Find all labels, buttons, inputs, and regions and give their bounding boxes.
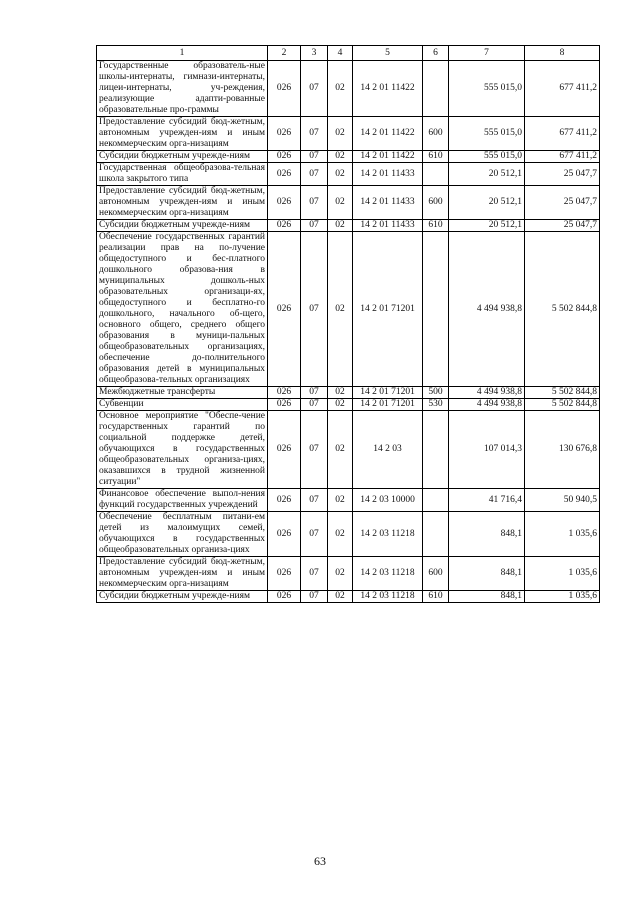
table-cell: 50 940,5: [525, 489, 600, 512]
table-row: [97, 186, 600, 220]
table-row: [97, 399, 600, 411]
table-cell: 07: [301, 151, 328, 163]
table-cell: 07: [301, 489, 328, 512]
table-header-row: [97, 46, 600, 61]
table-row: [97, 163, 600, 186]
table-cell: 02: [328, 387, 353, 399]
table-cell: 07: [301, 411, 328, 489]
table-cell: 07: [301, 399, 328, 411]
table-cell: 848,1: [449, 512, 525, 557]
table-cell: 555 015,0: [449, 117, 525, 151]
table-cell: 555 015,0: [449, 151, 525, 163]
table-cell: 026: [268, 489, 301, 512]
header-cell: 7: [449, 46, 525, 61]
table-cell: 5 502 844,8: [525, 399, 600, 411]
table-cell: 14 2 01 11433: [353, 163, 423, 186]
table-cell: 14 2 01 11433: [353, 186, 423, 220]
table-row: [97, 61, 600, 117]
table-cell: 5 502 844,8: [525, 387, 600, 399]
table-cell: 02: [328, 151, 353, 163]
table-cell: 07: [301, 591, 328, 603]
page-number: 63: [314, 854, 326, 868]
table-cell: [423, 163, 449, 186]
row-label: Финансовое обеспечение выпол-нения функций государственных учреждений: [97, 489, 268, 512]
header-cell: 2: [268, 46, 301, 61]
row-label: Предоставление субсидий бюд-жетным, автономным учрежден-иям и иным некоммерческим орга-низациям: [97, 557, 268, 591]
table-cell: 02: [328, 512, 353, 557]
table-cell: 026: [268, 591, 301, 603]
header-cell: 6: [423, 46, 449, 61]
table-cell: 14 2 01 11422: [353, 117, 423, 151]
table-cell: 677 411,2: [525, 151, 600, 163]
table-cell: [423, 489, 449, 512]
table-cell: 5 502 844,8: [525, 232, 600, 387]
row-label: Межбюджетные трансферты: [97, 387, 268, 399]
table-cell: 02: [328, 591, 353, 603]
table-row: [97, 591, 600, 603]
table-cell: 02: [328, 117, 353, 151]
row-label: Субсидии бюджетным учрежде-ниям: [97, 151, 268, 163]
table-cell: 4 494 938,8: [449, 399, 525, 411]
table-cell: 1 035,6: [525, 591, 600, 603]
table-cell: 07: [301, 387, 328, 399]
table-cell: 07: [301, 117, 328, 151]
header-cell: 8: [525, 46, 600, 61]
table-cell: 677 411,2: [525, 117, 600, 151]
table-cell: 500: [423, 387, 449, 399]
budget-table: [96, 45, 600, 603]
header-cell: 3: [301, 46, 328, 61]
table-cell: 02: [328, 399, 353, 411]
table-row: [97, 411, 600, 489]
table-cell: 848,1: [449, 591, 525, 603]
table-cell: 1 035,6: [525, 557, 600, 591]
table-cell: 677 411,2: [525, 61, 600, 117]
table-cell: 14 2 01 71201: [353, 387, 423, 399]
row-label: Обеспечение государственных гарантий реализации прав на по-лучение общедоступного и бес-платного дошкольного образова-ния в муниципальных дошколь-ных образовательных организаци-ях, общедоступного и бесплатно-го дошкольного, начального об-щего, основного общего, среднего общего образования в муници-пальных общеобразовательных организациях, обеспечение до-полнительного образования детей в муниципальных общеобразова-тельных организациях: [97, 232, 268, 387]
row-label: Субсидии бюджетным учрежде-ниям: [97, 220, 268, 232]
table-cell: 02: [328, 163, 353, 186]
table-cell: 026: [268, 186, 301, 220]
table-cell: 02: [328, 489, 353, 512]
table-cell: 026: [268, 163, 301, 186]
table-cell: 14 2 03 11218: [353, 591, 423, 603]
table-cell: 026: [268, 387, 301, 399]
table-cell: 07: [301, 163, 328, 186]
table-cell: 07: [301, 61, 328, 117]
table-cell: 14 2 01 71201: [353, 232, 423, 387]
table-cell: 25 047,7: [525, 163, 600, 186]
header-cell: 1: [97, 46, 268, 61]
row-label: Государственная общеобразова-тельная школа закрытого типа: [97, 163, 268, 186]
table-cell: 02: [328, 557, 353, 591]
table-cell: 02: [328, 220, 353, 232]
table-cell: 14 2 03: [353, 411, 423, 489]
table-cell: 610: [423, 220, 449, 232]
table-cell: 026: [268, 399, 301, 411]
table-cell: 07: [301, 557, 328, 591]
table-cell: 600: [423, 117, 449, 151]
table-row: [97, 557, 600, 591]
table-cell: 4 494 938,8: [449, 232, 525, 387]
table-cell: 026: [268, 411, 301, 489]
table-cell: 07: [301, 232, 328, 387]
table-cell: 1 035,6: [525, 512, 600, 557]
table-cell: [423, 61, 449, 117]
row-label: Субвенции: [97, 399, 268, 411]
table-cell: 14 2 03 11218: [353, 512, 423, 557]
table-cell: 4 494 938,8: [449, 387, 525, 399]
table-cell: 026: [268, 220, 301, 232]
table-cell: 610: [423, 151, 449, 163]
table-row: [97, 220, 600, 232]
header-cell: 5: [353, 46, 423, 61]
table-cell: 848,1: [449, 557, 525, 591]
table-cell: 530: [423, 399, 449, 411]
table-cell: 14 2 01 11422: [353, 151, 423, 163]
table-cell: 02: [328, 186, 353, 220]
table-cell: 25 047,7: [525, 220, 600, 232]
table-cell: [423, 232, 449, 387]
table-cell: 555 015,0: [449, 61, 525, 117]
table-cell: 14 2 01 71201: [353, 399, 423, 411]
table-cell: 107 014,3: [449, 411, 525, 489]
table-cell: [423, 411, 449, 489]
table-row: [97, 232, 600, 387]
table-cell: 20 512,1: [449, 186, 525, 220]
table-cell: 026: [268, 232, 301, 387]
table-cell: 600: [423, 557, 449, 591]
table-cell: 41 716,4: [449, 489, 525, 512]
table-cell: 026: [268, 151, 301, 163]
table-cell: 130 676,8: [525, 411, 600, 489]
table-cell: 07: [301, 220, 328, 232]
table-row: [97, 117, 600, 151]
table-cell: 25 047,7: [525, 186, 600, 220]
table-row: [97, 151, 600, 163]
table-cell: 02: [328, 61, 353, 117]
table-row: [97, 489, 600, 512]
table-cell: [423, 512, 449, 557]
row-label: Предоставление субсидий бюд-жетным, автономным учрежден-иям и иным некоммерческим орга-низациям: [97, 117, 268, 151]
row-label: Обеспечение бесплатным питани-ем детей из малоимущих семей, обучающихся в государственных общеобразовательных организа-циях: [97, 512, 268, 557]
table-cell: 07: [301, 512, 328, 557]
table-cell: 026: [268, 117, 301, 151]
table-row: [97, 387, 600, 399]
row-label: Основное мероприятие "Обеспе-чение государственных гарантий по социальной поддержке детей, обучающихся в государственных общеобразовательных организа-циях, оказавшихся в трудной жизненной ситуации": [97, 411, 268, 489]
row-label: Субсидии бюджетным учрежде-ниям: [97, 591, 268, 603]
table-cell: 02: [328, 411, 353, 489]
table-cell: 600: [423, 186, 449, 220]
table-cell: 026: [268, 61, 301, 117]
table-cell: 14 2 03 11218: [353, 557, 423, 591]
table-cell: 20 512,1: [449, 163, 525, 186]
table-cell: 20 512,1: [449, 220, 525, 232]
table-cell: 14 2 03 10000: [353, 489, 423, 512]
table-cell: 026: [268, 557, 301, 591]
table-row: [97, 512, 600, 557]
table-cell: 610: [423, 591, 449, 603]
table-cell: 02: [328, 232, 353, 387]
row-label: Предоставление субсидий бюд-жетным, автономным учрежден-иям и иным некоммерческим орга-низациям: [97, 186, 268, 220]
table-cell: 07: [301, 186, 328, 220]
table-cell: 026: [268, 512, 301, 557]
table-body: [97, 61, 600, 603]
row-label: Государственные образователь-ные школы-интернаты, гимнази-интернаты, лицеи-интернаты, уч-реждения, реализующие адапти-рованные образовательные про-граммы: [97, 61, 268, 117]
table-cell: 14 2 01 11422: [353, 61, 423, 117]
table-cell: 14 2 01 11433: [353, 220, 423, 232]
header-cell: 4: [328, 46, 353, 61]
